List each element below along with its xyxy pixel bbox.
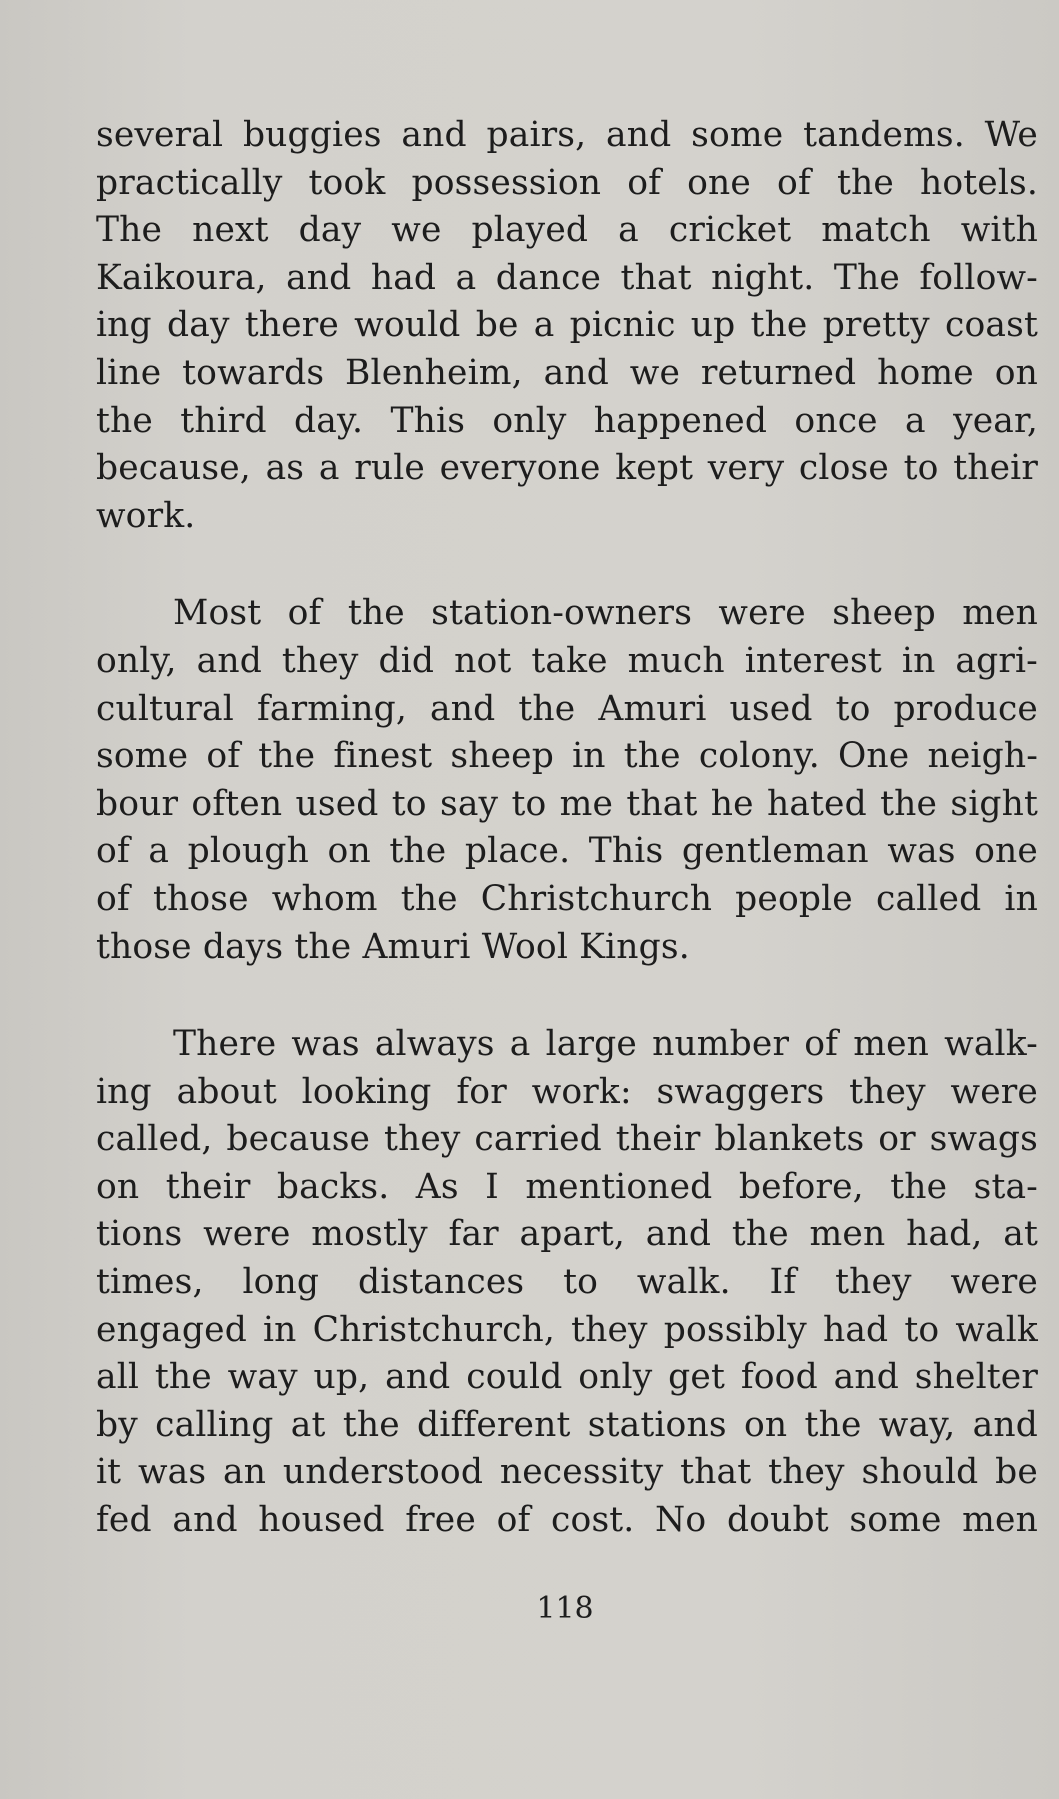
text-line: of those whom the Christchurch people called in [96, 878, 1038, 919]
text-line: practically took possession of one of the hotels. [96, 162, 1038, 203]
text-line: engaged in Christchurch, they possibly had to walk [96, 1309, 1038, 1350]
text-line: ing day there would be a picnic up the pretty coast [96, 305, 1038, 346]
text-line: work. [96, 495, 196, 536]
text-line: line towards Blenheim, and we returned home on [96, 352, 1038, 393]
text-line: tions were mostly far apart, and the men had, at [96, 1214, 1038, 1255]
page-body [96, 112, 1038, 1545]
text-line: all the way up, and could only get food and shelter [96, 1357, 1038, 1398]
text-line: those days the Amuri Wool Kings. [96, 926, 690, 967]
text-line: bour often used to say to me that he hated the sight [96, 783, 1038, 824]
paragraph-3 [96, 1021, 1038, 1545]
text-line: of a plough on the place. This gentleman was one [96, 831, 1038, 872]
text-line: by calling at the different stations on the way, and [96, 1404, 1038, 1445]
text-line: times, long distances to walk. If they were [96, 1262, 1038, 1303]
page-number: 118 [536, 1591, 594, 1626]
paragraph-gap [96, 540, 1038, 590]
paragraph-2 [96, 590, 1038, 971]
text-line: Most of the station-owners were sheep men [173, 593, 1038, 634]
text-line: There was always a large number of men walk- [173, 1024, 1038, 1065]
text-line: cultural farming, and the Amuri used to produce [96, 688, 1038, 729]
text-line: several buggies and pairs, and some tandems. We [96, 115, 1038, 155]
text-line: it was an understood necessity that they should be [96, 1452, 1038, 1493]
text-line: some of the finest sheep in the colony. One neigh- [96, 736, 1038, 777]
text-line: the third day. This only happened once a year, [96, 400, 1038, 441]
text-line: fed and housed free of cost. No doubt some men [96, 1500, 1038, 1541]
text-line: The next day we played a cricket match with [96, 210, 1038, 251]
paragraph-gap [96, 971, 1038, 1021]
text-line: Kaikoura, and had a dance that night. The follow- [96, 257, 1038, 298]
text-line: because, as a rule everyone kept very close to their [96, 448, 1038, 489]
text-line: called, because they carried their blankets or swags [96, 1119, 1038, 1160]
text-line: ing about looking for work: swaggers they were [96, 1071, 1038, 1112]
paragraph-1 [96, 112, 1038, 540]
text-line: on their backs. As I mentioned before, the sta- [96, 1166, 1038, 1207]
text-line: only, and they did not take much interest in agri- [96, 640, 1038, 681]
